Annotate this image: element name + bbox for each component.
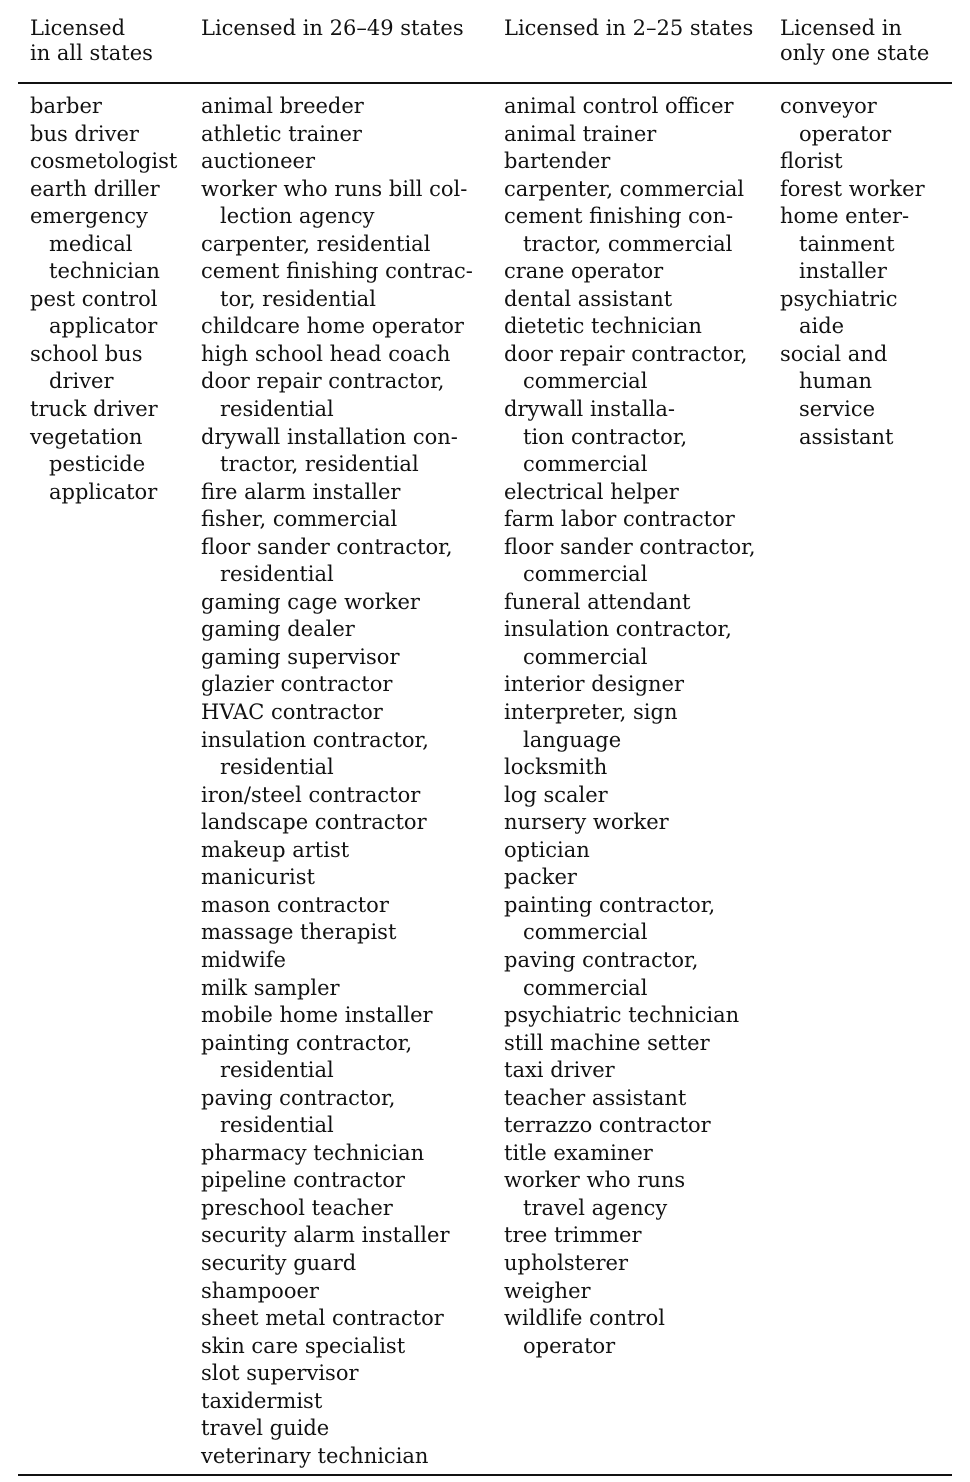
- occupation-entry: [201, 809, 473, 837]
- occupation-line: massage therapist: [201, 920, 397, 945]
- occupation-line: animal trainer: [504, 121, 657, 146]
- occupation-line: athletic trainer: [201, 121, 362, 146]
- occupation-line: cement finishing contrac-: [201, 259, 473, 284]
- bottom-rule: [18, 1474, 952, 1476]
- occupation-line: nursery worker: [504, 810, 669, 835]
- occupation-entry: [504, 1002, 756, 1030]
- occupation-entry: [504, 148, 756, 176]
- occupation-line: crane operator: [504, 259, 664, 284]
- occupation-entry: [201, 1030, 473, 1085]
- occupation-line: language: [523, 727, 622, 752]
- occupation-line: auctioneer: [201, 149, 316, 174]
- occupation-line: preschool teacher: [201, 1195, 393, 1220]
- occupation-entry: [504, 1305, 756, 1360]
- occupation-line: mason contractor: [201, 892, 389, 917]
- occupation-entry: [201, 589, 473, 617]
- occupation-entry: [201, 534, 473, 589]
- occupation-entry: [780, 286, 925, 341]
- occupation-line: painting contractor,: [504, 892, 716, 917]
- occupation-line: tractor, residential: [220, 452, 419, 477]
- occupation-line: travel agency: [523, 1195, 668, 1220]
- occupation-line: residential: [220, 562, 334, 587]
- occupation-entry: [201, 1167, 473, 1195]
- occupation-line: service: [799, 397, 876, 422]
- occupation-entry: [504, 313, 756, 341]
- occupation-entry: [504, 341, 756, 396]
- occupation-entry: [30, 341, 177, 396]
- occupation-entry: [201, 1250, 473, 1278]
- occupation-entry: [504, 396, 756, 479]
- occupation-entry: [201, 1333, 473, 1361]
- occupation-line: aide: [799, 314, 845, 339]
- occupation-line: makeup artist: [201, 837, 350, 862]
- occupation-line: human: [799, 369, 873, 394]
- occupation-entry: [504, 1278, 756, 1306]
- occupation-line: worker who runs: [504, 1168, 686, 1193]
- occupation-entry: [201, 947, 473, 975]
- column-one-state: [780, 93, 925, 451]
- occupation-entry: [201, 506, 473, 534]
- occupation-line: psychiatric technician: [504, 1003, 740, 1028]
- occupation-line: operator: [799, 121, 892, 146]
- occupation-line: insulation contractor,: [504, 617, 732, 642]
- occupation-line: tractor, commercial: [523, 231, 733, 256]
- occupation-line: shampooer: [201, 1278, 319, 1303]
- occupation-entry: [504, 203, 756, 258]
- occupation-line: HVAC contractor: [201, 700, 383, 725]
- header-line: Licensed in 2–25 states: [504, 16, 754, 40]
- occupation-line: high school head coach: [201, 341, 451, 366]
- occupation-line: paving contractor,: [201, 1085, 396, 1110]
- occupation-line: school bus: [30, 341, 143, 366]
- occupation-line: title examiner: [504, 1140, 653, 1165]
- occupation-line: landscape contractor: [201, 810, 427, 835]
- occupation-entry: [30, 93, 177, 121]
- header-all-states: [30, 16, 153, 66]
- occupation-entry: [780, 176, 925, 204]
- header-2-25-states: [504, 16, 753, 41]
- occupation-line: tainment: [799, 231, 895, 256]
- occupation-line: pipeline contractor: [201, 1168, 405, 1193]
- header-rule: [18, 82, 952, 84]
- occupation-entry: [504, 837, 756, 865]
- column-all-states: [30, 93, 177, 506]
- header-line: only one state: [780, 41, 930, 65]
- occupation-entry: [30, 424, 177, 507]
- occupation-entry: [201, 1305, 473, 1333]
- occupation-line: gaming supervisor: [201, 644, 400, 669]
- occupation-entry: [504, 1250, 756, 1278]
- occupation-line: installer: [799, 259, 887, 284]
- occupation-line: upholsterer: [504, 1250, 629, 1275]
- occupation-entry: [30, 286, 177, 341]
- occupation-line: commercial: [523, 562, 648, 587]
- occupation-line: psychiatric: [780, 286, 898, 311]
- license-table: [18, 0, 952, 1482]
- occupation-line: interior designer: [504, 672, 685, 697]
- occupation-line: dietetic technician: [504, 314, 702, 339]
- occupation-entry: [504, 1167, 756, 1222]
- occupation-line: still machine setter: [504, 1030, 710, 1055]
- occupation-line: door repair contractor,: [201, 369, 445, 394]
- occupation-entry: [504, 699, 756, 754]
- occupation-entry: [201, 616, 473, 644]
- occupation-entry: [201, 727, 473, 782]
- occupation-line: cosmetologist: [30, 149, 178, 174]
- occupation-line: gaming dealer: [201, 617, 355, 642]
- occupation-entry: [201, 424, 473, 479]
- occupation-entry: [201, 313, 473, 341]
- occupation-entry: [504, 1085, 756, 1113]
- occupation-line: sheet metal contractor: [201, 1306, 444, 1331]
- occupation-entry: [30, 176, 177, 204]
- occupation-line: technician: [49, 259, 160, 284]
- occupation-entry: [504, 121, 756, 149]
- occupation-entry: [201, 258, 473, 313]
- occupation-entry: [201, 644, 473, 672]
- occupation-entry: [201, 1360, 473, 1388]
- occupation-entry: [780, 148, 925, 176]
- occupation-line: assistant: [799, 424, 894, 449]
- occupation-entry: [780, 93, 925, 148]
- occupation-line: skin care specialist: [201, 1333, 406, 1358]
- occupation-line: tion contractor,: [523, 424, 688, 449]
- occupation-line: barber: [30, 94, 102, 118]
- occupation-line: mobile home installer: [201, 1003, 433, 1028]
- header-line: Licensed: [30, 16, 126, 40]
- occupation-entry: [201, 148, 473, 176]
- occupation-line: conveyor: [780, 94, 877, 118]
- occupation-line: emergency: [30, 204, 148, 229]
- column-26-49-states: [201, 93, 473, 1470]
- occupation-line: forest worker: [780, 176, 925, 201]
- occupation-entry: [504, 1140, 756, 1168]
- occupation-line: residential: [220, 1113, 334, 1138]
- occupation-line: locksmith: [504, 755, 608, 780]
- occupation-entry: [201, 1222, 473, 1250]
- header-line: in all states: [30, 41, 153, 65]
- occupation-line: painting contractor,: [201, 1030, 413, 1055]
- occupation-line: terrazzo contractor: [504, 1113, 711, 1138]
- occupation-line: iron/steel contractor: [201, 782, 421, 807]
- occupation-entry: [504, 864, 756, 892]
- occupation-line: electrical helper: [504, 479, 679, 504]
- occupation-entry: [201, 892, 473, 920]
- occupation-entry: [504, 754, 756, 782]
- occupation-entry: [504, 479, 756, 507]
- occupation-entry: [504, 947, 756, 1002]
- occupation-line: childcare home operator: [201, 314, 464, 339]
- occupation-entry: [201, 837, 473, 865]
- occupation-entry: [201, 1195, 473, 1223]
- occupation-line: log scaler: [504, 782, 608, 807]
- occupation-line: funeral attendant: [504, 589, 691, 614]
- occupation-line: drywall installation con-: [201, 424, 458, 449]
- occupation-line: farm labor contractor: [504, 507, 735, 532]
- occupation-entry: [201, 1388, 473, 1416]
- occupation-line: commercial: [523, 975, 648, 1000]
- occupation-entry: [504, 176, 756, 204]
- occupation-line: animal breeder: [201, 94, 364, 118]
- occupation-line: interpreter, sign: [504, 700, 678, 725]
- occupation-entry: [201, 1415, 473, 1443]
- occupation-line: insulation contractor,: [201, 727, 429, 752]
- occupation-line: midwife: [201, 947, 286, 972]
- occupation-entry: [504, 506, 756, 534]
- header-26-49-states: [201, 16, 464, 41]
- occupation-line: floor sander contractor,: [504, 534, 756, 559]
- occupation-line: carpenter, residential: [201, 231, 431, 256]
- occupation-line: residential: [220, 397, 334, 422]
- occupation-line: veterinary technician: [201, 1443, 429, 1468]
- occupation-entry: [504, 286, 756, 314]
- occupation-line: pesticide: [49, 452, 146, 477]
- occupation-line: bus driver: [30, 121, 139, 146]
- occupation-line: lection agency: [220, 204, 375, 229]
- occupation-line: weigher: [504, 1278, 591, 1303]
- occupation-line: worker who runs bill col-: [201, 176, 468, 201]
- occupation-line: truck driver: [30, 397, 158, 422]
- occupation-entry: [504, 1112, 756, 1140]
- occupation-line: taxi driver: [504, 1058, 615, 1083]
- occupation-entry: [201, 341, 473, 369]
- occupation-entry: [201, 699, 473, 727]
- occupation-line: animal control officer: [504, 94, 734, 118]
- header-line: Licensed in 26–49 states: [201, 16, 464, 40]
- occupation-line: glazier contractor: [201, 672, 393, 697]
- occupation-entry: [201, 231, 473, 259]
- occupation-entry: [201, 864, 473, 892]
- occupation-line: social and: [780, 341, 888, 366]
- occupation-entry: [201, 368, 473, 423]
- occupation-entry: [201, 975, 473, 1003]
- occupation-line: commercial: [523, 644, 648, 669]
- occupation-line: teacher assistant: [504, 1085, 687, 1110]
- occupation-entry: [201, 121, 473, 149]
- occupation-entry: [201, 919, 473, 947]
- occupation-line: security alarm installer: [201, 1223, 450, 1248]
- occupation-line: slot supervisor: [201, 1361, 359, 1386]
- occupation-line: security guard: [201, 1250, 357, 1275]
- occupation-entry: [780, 203, 925, 286]
- occupation-line: taxidermist: [201, 1388, 323, 1413]
- occupation-entry: [504, 782, 756, 810]
- occupation-line: medical: [49, 231, 133, 256]
- occupation-entry: [504, 93, 756, 121]
- occupation-line: applicator: [49, 479, 158, 504]
- occupation-line: manicurist: [201, 865, 315, 890]
- occupation-entry: [30, 396, 177, 424]
- occupation-entry: [201, 93, 473, 121]
- occupation-entry: [201, 479, 473, 507]
- occupation-entry: [504, 1222, 756, 1250]
- occupation-line: commercial: [523, 369, 648, 394]
- occupation-line: fisher, commercial: [201, 507, 398, 532]
- occupation-entry: [201, 1085, 473, 1140]
- occupation-line: cement finishing con-: [504, 204, 734, 229]
- occupation-line: residential: [220, 755, 334, 780]
- occupation-line: pharmacy technician: [201, 1140, 425, 1165]
- occupation-entry: [201, 1002, 473, 1030]
- occupation-entry: [504, 809, 756, 837]
- occupation-line: home enter-: [780, 204, 910, 229]
- occupation-line: vegetation: [30, 424, 143, 449]
- occupation-line: door repair contractor,: [504, 341, 748, 366]
- occupation-entry: [780, 341, 925, 451]
- occupation-line: paving contractor,: [504, 947, 699, 972]
- occupation-line: commercial: [523, 920, 648, 945]
- occupation-line: tor, residential: [220, 286, 376, 311]
- occupation-entry: [504, 616, 756, 671]
- occupation-entry: [201, 671, 473, 699]
- occupation-line: earth driller: [30, 176, 160, 201]
- occupation-line: dental assistant: [504, 286, 673, 311]
- occupation-line: packer: [504, 865, 577, 890]
- column-2-25-states: [504, 93, 756, 1360]
- occupation-line: floor sander contractor,: [201, 534, 453, 559]
- occupation-line: drywall installa-: [504, 397, 675, 422]
- occupation-line: operator: [523, 1333, 616, 1358]
- occupation-entry: [201, 1140, 473, 1168]
- occupation-entry: [504, 1030, 756, 1058]
- occupation-entry: [504, 892, 756, 947]
- occupation-line: gaming cage worker: [201, 589, 420, 614]
- occupation-line: fire alarm installer: [201, 479, 401, 504]
- occupation-entry: [504, 534, 756, 589]
- occupation-line: florist: [780, 149, 843, 174]
- occupation-line: wildlife control: [504, 1306, 665, 1331]
- occupation-line: travel guide: [201, 1416, 330, 1441]
- header-line: Licensed in: [780, 16, 902, 40]
- occupation-line: milk sampler: [201, 975, 340, 1000]
- occupation-entry: [201, 1278, 473, 1306]
- occupation-line: pest control: [30, 286, 158, 311]
- occupation-line: carpenter, commercial: [504, 176, 745, 201]
- occupation-entry: [201, 1443, 473, 1471]
- occupation-line: commercial: [523, 452, 648, 477]
- occupation-entry: [30, 148, 177, 176]
- occupation-entry: [201, 782, 473, 810]
- occupation-entry: [30, 121, 177, 149]
- occupation-line: optician: [504, 837, 590, 862]
- occupation-line: residential: [220, 1058, 334, 1083]
- occupation-entry: [201, 176, 473, 231]
- occupation-line: tree trimmer: [504, 1223, 642, 1248]
- occupation-entry: [504, 589, 756, 617]
- occupation-entry: [504, 671, 756, 699]
- occupation-line: driver: [49, 369, 114, 394]
- occupation-entry: [504, 1057, 756, 1085]
- header-one-state: [780, 16, 929, 66]
- occupation-entry: [504, 258, 756, 286]
- occupation-line: bartender: [504, 149, 611, 174]
- occupation-line: applicator: [49, 314, 158, 339]
- occupation-entry: [30, 203, 177, 286]
